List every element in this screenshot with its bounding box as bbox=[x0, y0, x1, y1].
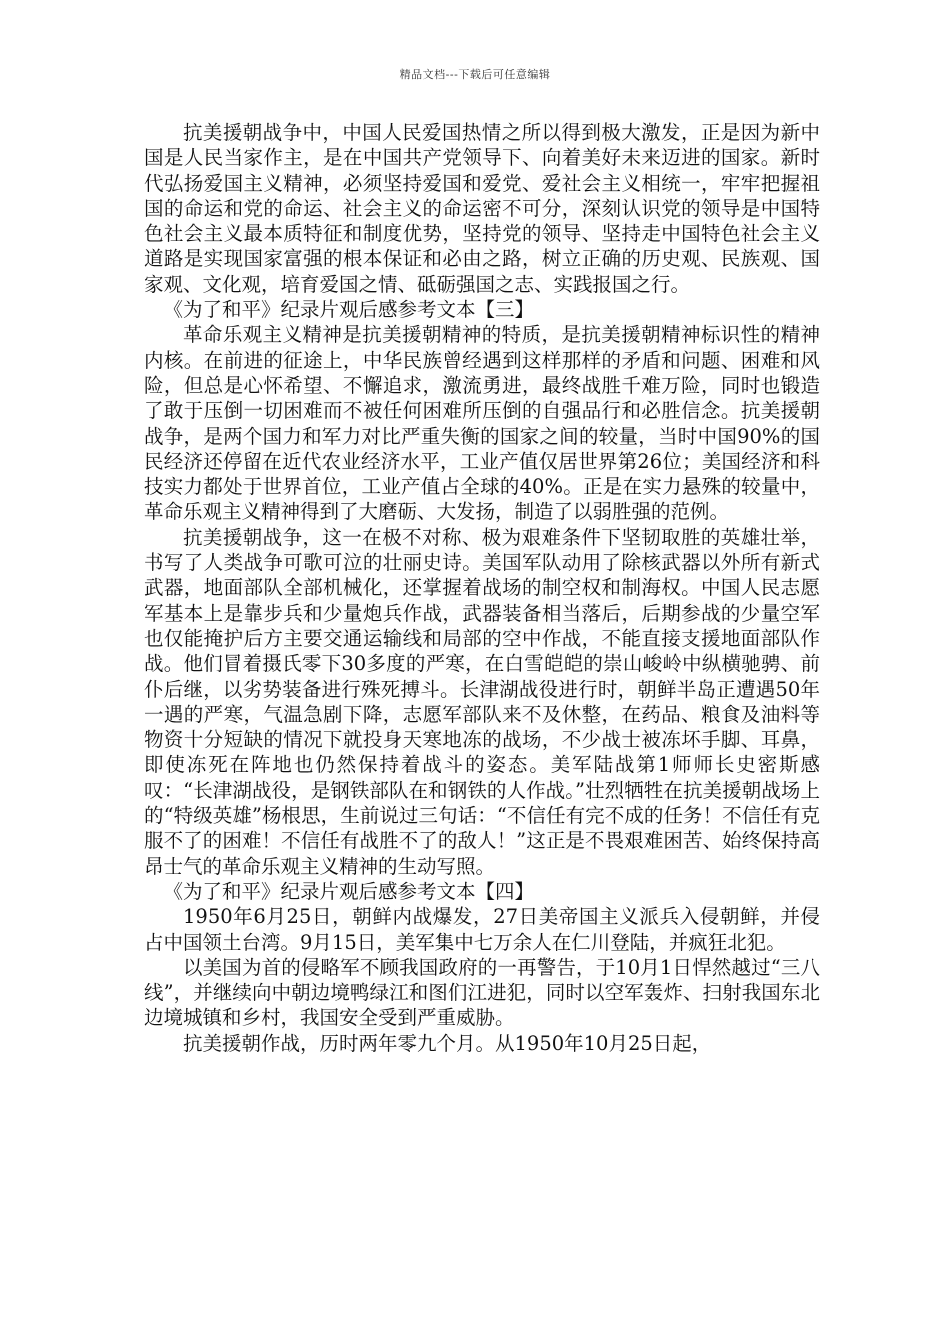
section-heading-3: 《为了和平》纪录片观后感参考文本【三】 bbox=[163, 298, 535, 322]
paragraph-war-outbreak: 1950年6月25日，朝鲜内战爆发，27日美帝国主义派兵入侵朝鲜，并侵占中国领土台湾。9月15日，美军集中七万余人在仁川登陆，并疯狂北犯。 bbox=[144, 905, 820, 954]
page-header: 精品文档---下载后可任意编辑 bbox=[399, 68, 551, 81]
paragraph-optimism: 革命乐观主义精神是抗美援朝精神的特质，是抗美援朝精神标识性的精神内核。在前进的征途上，中华民族曾经遇到这样那样的矛盾和问题、困难和风险，但总是心怀希望、不懈追求，激流勇进，最终战胜千难万险，同时也锻造了敢于压倒一切困难而不被任何困难所压倒的自强品行和必胜信念。抗美援朝战争，是两个国力和军力对比严重失衡的国家之间的较量，当时中国90%的国民经济还停留在近代农业经济水平，工业产值仅居世界第26位；美国经济和科技实力都处于世界首位，工业产值占全球的40%。正是在实力悬殊的较量中，革命乐观主义精神得到了大磨砺、大发扬，制造了以弱胜强的范例。 bbox=[144, 323, 820, 524]
paragraph-heroic-feat: 抗美援朝战争，这一在极不对称、极为艰难条件下坚韧取胜的英雄壮举，书写了人类战争可歌可泣的壮丽史诗。美国军队动用了除核武器以外所有新式武器，地面部队全部机械化，还掌握着战场的制空权和制海权。中国人民志愿军基本上是靠步兵和少量炮兵作战，武器装备相当落后，后期参战的少量空军也仅能掩护后方主要交通运输线和局部的空中作战，不能直接支援地面部队作战。他们冒着摄氏零下30多度的严寒，在白雪皑皑的崇山峻岭中纵横驰骋、前仆后继，以劣势装备进行殊死搏斗。长津湖战役进行时，朝鲜半岛正遭遇50年一遇的严寒，气温急剧下降，志愿军部队来不及休整，在药品、粮食及油料等物资十分短缺的情况下就投身天寒地冻的战场，不少战士被冻坏手脚、耳鼻，即使冻死在阵地也仍然保持着战斗的姿态。美军陆战第1师师长史密斯感叹：“长津湖战役，是钢铁部队在和钢铁的人作战。”壮烈牺牲在抗美援朝战场上的“特级英雄”杨根思，生前说过三句话：“不信任有完不成的任务！不信任有克服不了的困难！不信任有战胜不了的敌人！”这正是不畏艰难困苦、始终保持高昂士气的革命乐观主义精神的生动写照。 bbox=[144, 525, 820, 878]
paragraph-patriotism: 抗美援朝战争中，中国人民爱国热情之所以得到极大激发，正是因为新中国是人民当家作主，是在中国共产党领导下、向着美好未来迈进的国家。新时代弘扬爱国主义精神，必须坚持爱国和爱党、爱社会主义相统一，牢牢把握祖国的命运和党的命运、社会主义的命运密不可分，深刻认识党的领导是中国特色社会主义最本质特征和制度优势，坚持党的领导、坚持走中国特色社会主义道路是实现国家富强的根本保证和必由之路，树立正确的历史观、民族观、国家观、文化观，培育爱国之情、砥砺强国之志、实践报国之行。 bbox=[144, 121, 820, 296]
paragraph-war-duration: 抗美援朝作战，历时两年零九个月。从1950年10月25日起， bbox=[183, 1031, 712, 1055]
document-body bbox=[144, 120, 820, 1056]
section-heading-4: 《为了和平》纪录片观后感参考文本【四】 bbox=[163, 879, 535, 903]
paragraph-38th-parallel: 以美国为首的侵略军不顾我国政府的一再警告，于10月1日悍然越过“三八线”，并继续向中朝边境鸭绿江和图们江进犯，同时以空军轰炸、扫射我国东北边境城镇和乡村，我国安全受到严重威胁。 bbox=[144, 955, 820, 1030]
